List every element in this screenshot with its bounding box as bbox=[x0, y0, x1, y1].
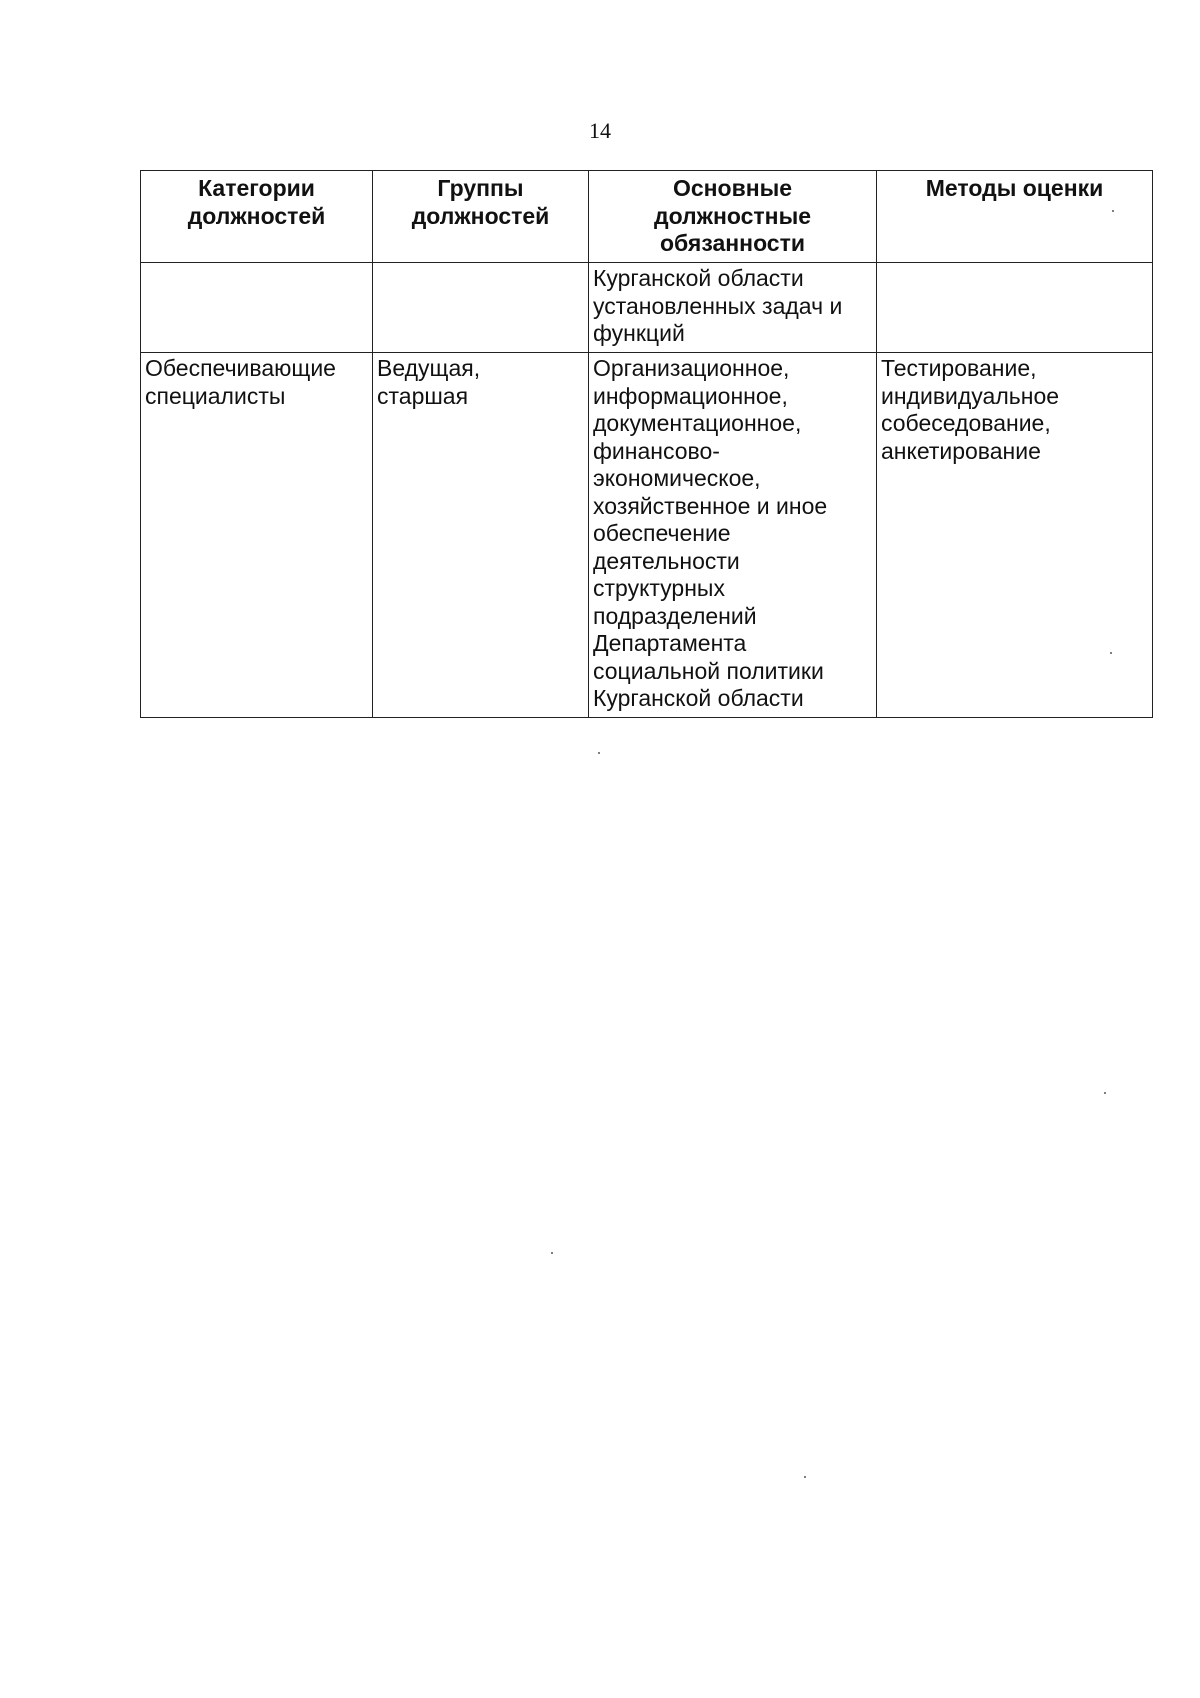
header-categories: Категории должностей bbox=[141, 171, 373, 263]
cell-duties: Курганской области установленных задач и функций bbox=[589, 263, 877, 353]
scan-speck bbox=[551, 1252, 553, 1254]
cell-group: Ведущая, старшая bbox=[373, 353, 589, 718]
scan-speck bbox=[1104, 1092, 1106, 1094]
table-row bbox=[141, 353, 1153, 718]
header-methods: Методы оценки bbox=[877, 171, 1153, 263]
table-row bbox=[141, 263, 1153, 353]
cell-duties: Организационное, информационное, документационное, финансово- экономическое, хозяйственное и иное обеспечение деятельности структурных подразделений Департамента социальной политики Курганской области bbox=[589, 353, 877, 718]
scan-speck bbox=[804, 1476, 806, 1478]
header-duties: Основные должностные обязанности bbox=[589, 171, 877, 263]
cell-group bbox=[373, 263, 589, 353]
cell-methods: Тестирование, индивидуальное собеседование, анкетирование bbox=[877, 353, 1153, 718]
cell-category: Обеспечивающие специалисты bbox=[141, 353, 373, 718]
scan-speck bbox=[1112, 210, 1114, 212]
cell-category bbox=[141, 263, 373, 353]
table-header-row bbox=[141, 171, 1153, 263]
cell-methods bbox=[877, 263, 1153, 353]
header-groups: Группы должностей bbox=[373, 171, 589, 263]
positions-table bbox=[140, 170, 1153, 718]
scan-speck bbox=[1110, 652, 1112, 654]
page-number: 14 bbox=[589, 118, 611, 143]
scan-speck bbox=[598, 752, 600, 754]
